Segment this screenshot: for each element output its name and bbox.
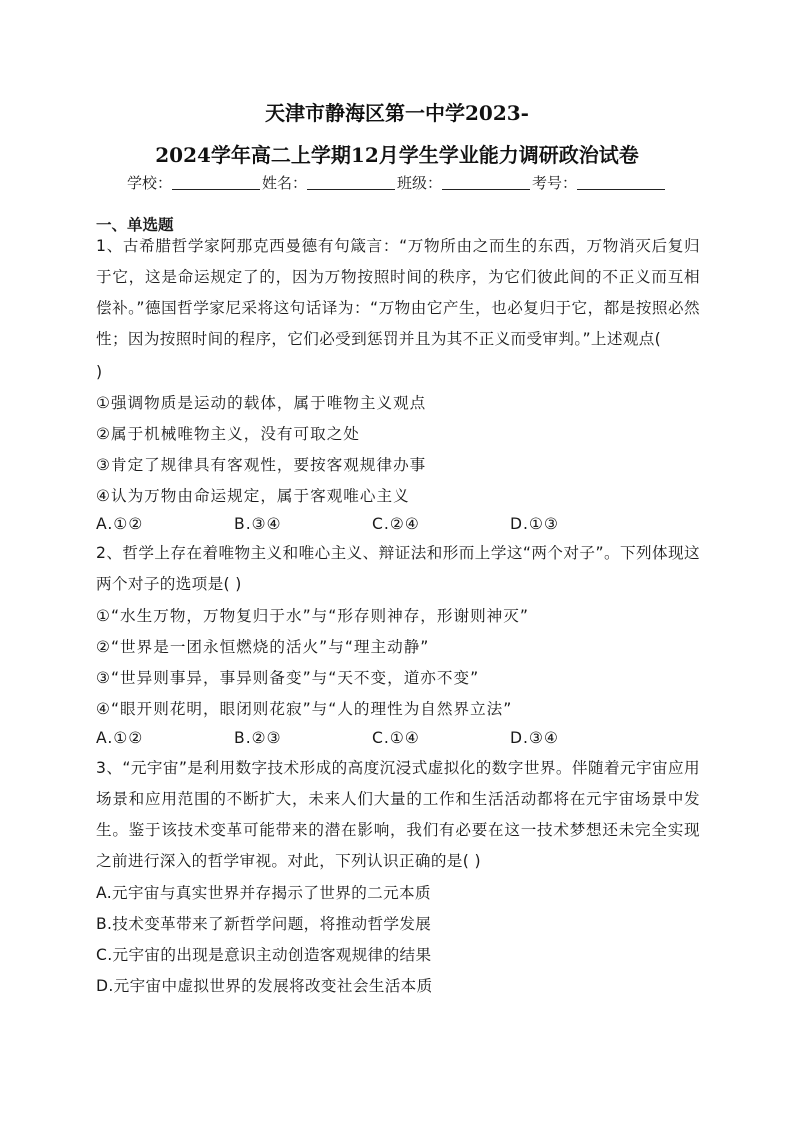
question-1-statement-2: ②属于机械唯物主义，没有可取之处 (96, 425, 360, 443)
class-blank[interactable] (442, 175, 530, 190)
question-3-choice-a[interactable]: A.元宇宙与真实世界并存揭示了世界的二元本质 (96, 884, 431, 902)
question-2-statement-1: ①“水生万物，万物复归于水”与“形存则神存，形谢则神灭” (96, 607, 529, 625)
question-1-stem-tail: ) (96, 363, 103, 381)
question-1-statement-4: ④认为万物由命运规定，属于客观唯心主义 (96, 487, 410, 505)
question-1-statement-1: ①强调物质是运动的载体，属于唯物主义观点 (96, 394, 427, 412)
question-2-statement-2: ②“世界是一团永恒燃烧的活火”与“理主动静” (96, 638, 430, 656)
question-2-statement-4: ④“眼开则花明，眼闭则花寂”与“人的理性为自然界立法” (96, 700, 513, 718)
exam-title-line2: 2024学年高二上学期12月学生学业能力调研政治试卷 (155, 143, 639, 167)
question-2-option-b[interactable]: B.②③ (234, 729, 282, 747)
question-2-option-c[interactable]: C.①④ (372, 729, 420, 747)
question-1-statement-3: ③肯定了规律具有客观性，要按客观规律办事 (96, 456, 427, 474)
school-label: 学校： (126, 174, 172, 192)
name-blank[interactable] (307, 175, 395, 190)
school-blank[interactable] (172, 175, 260, 190)
exam-title-line1: 天津市静海区第一中学2023- (265, 101, 529, 125)
question-3-stem: 3、“元宇宙”是利用数字技术形成的高度沉浸式虚拟化的数字世界。伴随着元宇宙应用场景和应用范围的不断扩大，未来人们大量的工作和生活活动都将在元宇宙场景中发生。鉴于该技术变革可能带来的潜在影响，我们有必要在这一技术梦想还未完全实现之前进行深入的哲学审视。对此，下列认识正确的是( ) (96, 759, 700, 870)
class-label: 班级： (397, 174, 443, 192)
question-1-stem: 1、古希腊哲学家阿那克西曼德有句箴言：“万物所由之而生的东西，万物消灭后复归于它，这是命运规定了的，因为万物按照时间的秩序，为它们彼此间的不正义而互相偿补。”德国哲学家尼采将这句话译为：“万物由它产生，也必复归于它，都是按照必然性；因为按照时间的程序，它们必受到惩罚并且为其不正义而受审判。”上述观点( (96, 237, 700, 348)
question-2-options (96, 729, 716, 753)
question-3-choice-d[interactable]: D.元宇宙中虚拟世界的发展将改变社会生活本质 (96, 977, 433, 995)
exam-number-label: 考号： (532, 174, 578, 192)
question-3-choice-c[interactable]: C.元宇宙的出现是意识主动创造客观规律的结果 (96, 946, 432, 964)
question-2-option-a[interactable]: A.①② (96, 729, 144, 747)
exam-number-blank[interactable] (577, 175, 665, 190)
question-2-option-d[interactable]: D.③④ (510, 729, 559, 747)
question-1-option-b[interactable]: B.③④ (234, 515, 282, 533)
name-label: 姓名： (261, 174, 307, 192)
question-3-choice-b[interactable]: B.技术变革带来了新哲学问题，将推动哲学发展 (96, 915, 432, 933)
question-1-option-c[interactable]: C.②④ (372, 515, 420, 533)
student-info-row (0, 172, 794, 193)
question-2-statement-3: ③“世异则事异，事异则备变”与“天不变，道亦不变” (96, 669, 480, 687)
question-1-option-a[interactable]: A.①② (96, 515, 144, 533)
question-1-option-d[interactable]: D.①③ (510, 515, 559, 533)
question-1-options (96, 515, 716, 539)
section-title: 一、单选题 (96, 216, 174, 234)
question-2-stem: 2、哲学上存在着唯物主义和唯心主义、辩证法和形而上学这“两个对子”。下列体现这两个对子的选项是( ) (96, 544, 700, 593)
